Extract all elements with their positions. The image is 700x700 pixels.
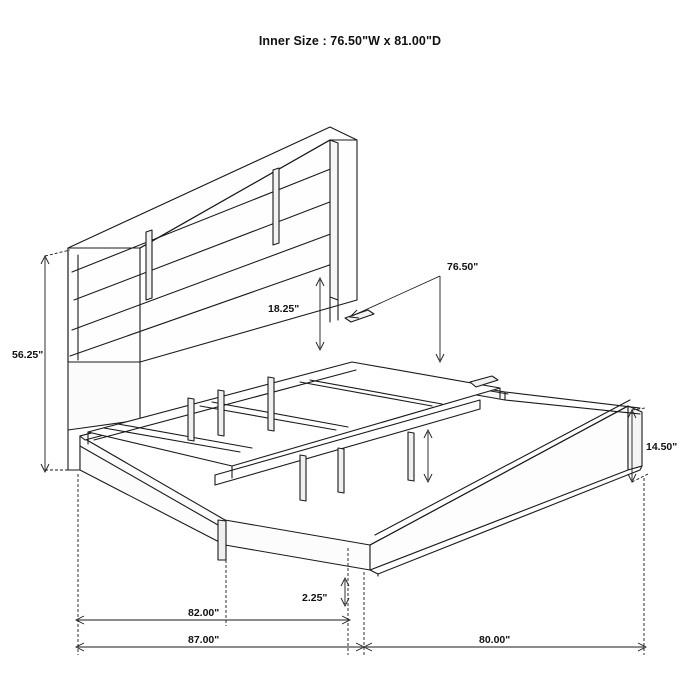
dimension-label-inner-width: 76.50"	[447, 261, 479, 273]
bed-frame	[80, 362, 642, 576]
dimension-label-footboard-height: 14.50"	[646, 441, 678, 453]
dimension-label-overall-width: 80.00"	[479, 634, 511, 646]
dimension-label-clearance-height: 2.25"	[302, 592, 328, 604]
dimension-label-headboard-height: 56.25"	[12, 349, 44, 361]
page-title: Inner Size : 76.50"W x 81.00"D	[258, 34, 442, 48]
dimension-label-overall-length: 87.00"	[188, 634, 220, 646]
dimension-label-headboard-panel-height: 18.25"	[268, 303, 300, 315]
dimension-label-inner-length: 82.00"	[188, 607, 220, 619]
